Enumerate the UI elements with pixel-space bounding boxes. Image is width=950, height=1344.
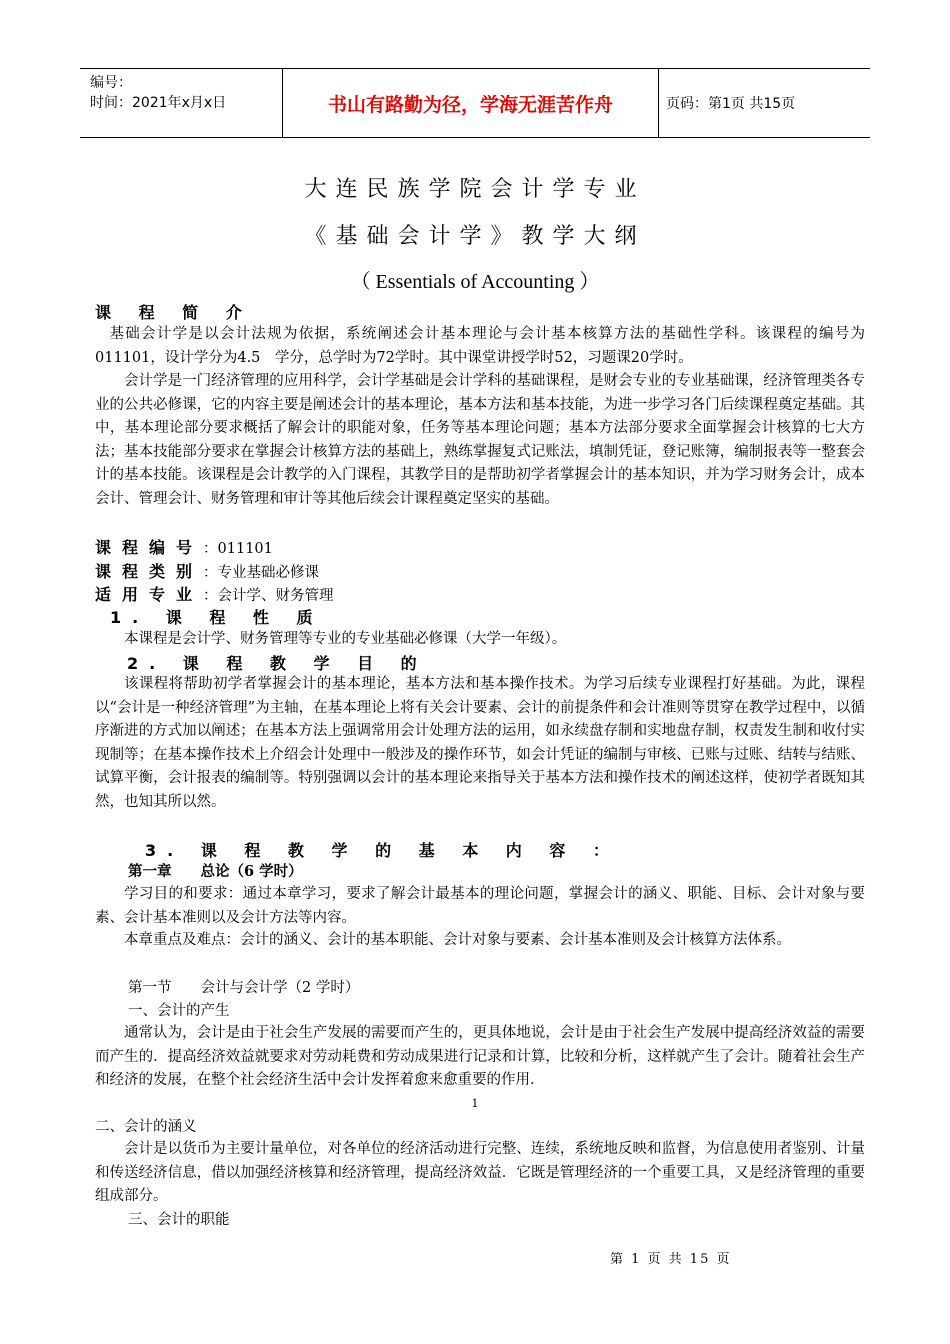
item-1-text: 通常认为，会计是由于社会生产发展的需要而产生的，更具体地说，会计是由于社会生产发展中提高经济效益的需要而产生的．提高经济效益就要求对劳动耗费和劳动成果进行记录和计算，比较和分析，这样就产生了会计。随着社会生产和经济的发展，在整个社会经济生活中会计发挥着愈来愈重要的作用． xyxy=(95,1025,865,1089)
doc-title-line1: 大连民族学院会计学专业 xyxy=(304,177,646,202)
info-label: 课程编号 xyxy=(95,538,204,557)
page-mark: 1 xyxy=(471,1097,479,1110)
chapter-1-key-points: 本章重点及难点：会计的涵义、会计的基本职能、会计对象与要素、会计基本准则及会计核算方法体系。 xyxy=(124,932,791,948)
item-1-heading: 一、会计的产生 xyxy=(128,1003,230,1019)
intro-paragraph-2: 会计学是一门经济管理的应用科学，会计学基础是会计学科的基础课程，是财会专业的专业基础课，经济管理类各专业的公共必修课，它的内容主要是阐述会计的基本理论，基本方法和基本技能，为进一步学习各门后续课程奠定基础。其中，基本理论部分要求概括了解会计的职能对象，任务等基本理论问题；基本方法部分要求全面掌握会计核算的七大方法；基本技能部分要求在掌握会计核算方法的基础上，熟练掌握复式记账法，填制凭证，登记账簿，编制报表等一整套会计的基本技能。该课程是会计教学的入门课程，其教学目的是帮助初学者掌握会计的基本知识，并为学习财务会计，成本会计、管理会计、财务管理和审计等其他后续会计课程奠定坚实的基础。 xyxy=(95,373,865,507)
time-label: 时间：2021年x月x日 xyxy=(90,95,227,111)
info-applicable-major xyxy=(95,582,334,605)
header-page-label: 页码：第1页 共15页 xyxy=(666,96,796,112)
page-header xyxy=(80,68,870,138)
info-value: ：会计学、财务管理 xyxy=(203,588,334,604)
item-2-heading: 二、会计的涵义 xyxy=(95,1119,197,1135)
info-label: 适用专业 xyxy=(95,585,204,604)
info-course-code xyxy=(95,535,273,558)
intro-paragraph-1: 基础会计学是以会计法规为依据，系统阐述会计基本理论与会计基本核算方法的基础性学科。该课程的编号为011101，设计学分为4.5 学分，总学时为72学时。其中课堂讲授学时52，习题课20学时。 xyxy=(95,326,865,366)
section-2-text: 该课程将帮助初学者掌握会计的基本理论，基本方法和基本操作技术。为学习后续专业课程打好基础。为此，课程以“会计是一种经济管理”为主轴，在基本理论上将有关会计要素、会计的前提条件和会计准则等贯穿在教学过程中，以循序渐进的方式加以阐述；在基本方法上强调常用会计处理方法的运用，如永续盘存制和实地盘存制，权责发生制和收付实现制等；在基本操作技术上介绍会计处理中一般涉及的操作环节，如会计凭证的编制与审核、已账与过账、结转与结账、试算平衡，会计报表的编制等。特别强调以会计的基本理论来指导关于基本方法和操作技术的阐述这样，使初学者既知其然，也知其所以然。 xyxy=(95,676,865,810)
chapter-1-goal: 学习目的和要求：通过本章学习，要求了解会计最基本的理论问题，掌握会计的涵义、职能、目标、会计对象与要素、会计基本准则以及会计方法等内容。 xyxy=(95,886,865,926)
doc-title-line2: 《基础会计学》教学大纲 xyxy=(304,224,646,249)
section-2-heading: 2. 课 程 教 学 目 的 xyxy=(127,654,428,673)
chapter-1-title: 第一章 总论（6 学时） xyxy=(128,863,303,880)
info-value: ：011101 xyxy=(203,541,273,557)
intro-heading: 课 程 简 介 xyxy=(95,303,253,322)
info-course-category xyxy=(95,559,319,582)
item-3-heading: 三、会计的职能 xyxy=(128,1212,230,1228)
info-value: ：专业基础必修课 xyxy=(203,565,320,581)
info-label: 课程类别 xyxy=(95,562,204,581)
header-meta xyxy=(90,73,290,113)
section-3-heading: 3. 课 程 教 学 的 基 本 内 容 ： xyxy=(145,841,620,860)
section-1-text: 本课程是会计学、财务管理等专业的专业基础必修课（大学一年级）。 xyxy=(124,631,567,647)
section-1-heading: 1. 课 程 性 质 xyxy=(110,608,324,627)
page-footer: 第 1 页 共 15 页 xyxy=(610,1252,732,1267)
section-1-1-title: 第一节 会计与会计学（2 学时） xyxy=(128,980,360,996)
header-motto: 书山有路勤为径，学海无涯苦作舟 xyxy=(282,69,659,137)
item-2-text: 会计是以货币为主要计量单位，对各单位的经济活动进行完整、连续，系统地反映和监督，为信息使用者鉴别、计量和传送经济信息，借以加强经济核算和经济管理，提高经济效益．它既是管理经济的一个重要工具，又是经济管理的重要组成部分。 xyxy=(95,1141,865,1205)
number-label: 编号： xyxy=(90,75,132,91)
doc-subtitle: （ Essentials of Accounting ） xyxy=(350,271,600,293)
